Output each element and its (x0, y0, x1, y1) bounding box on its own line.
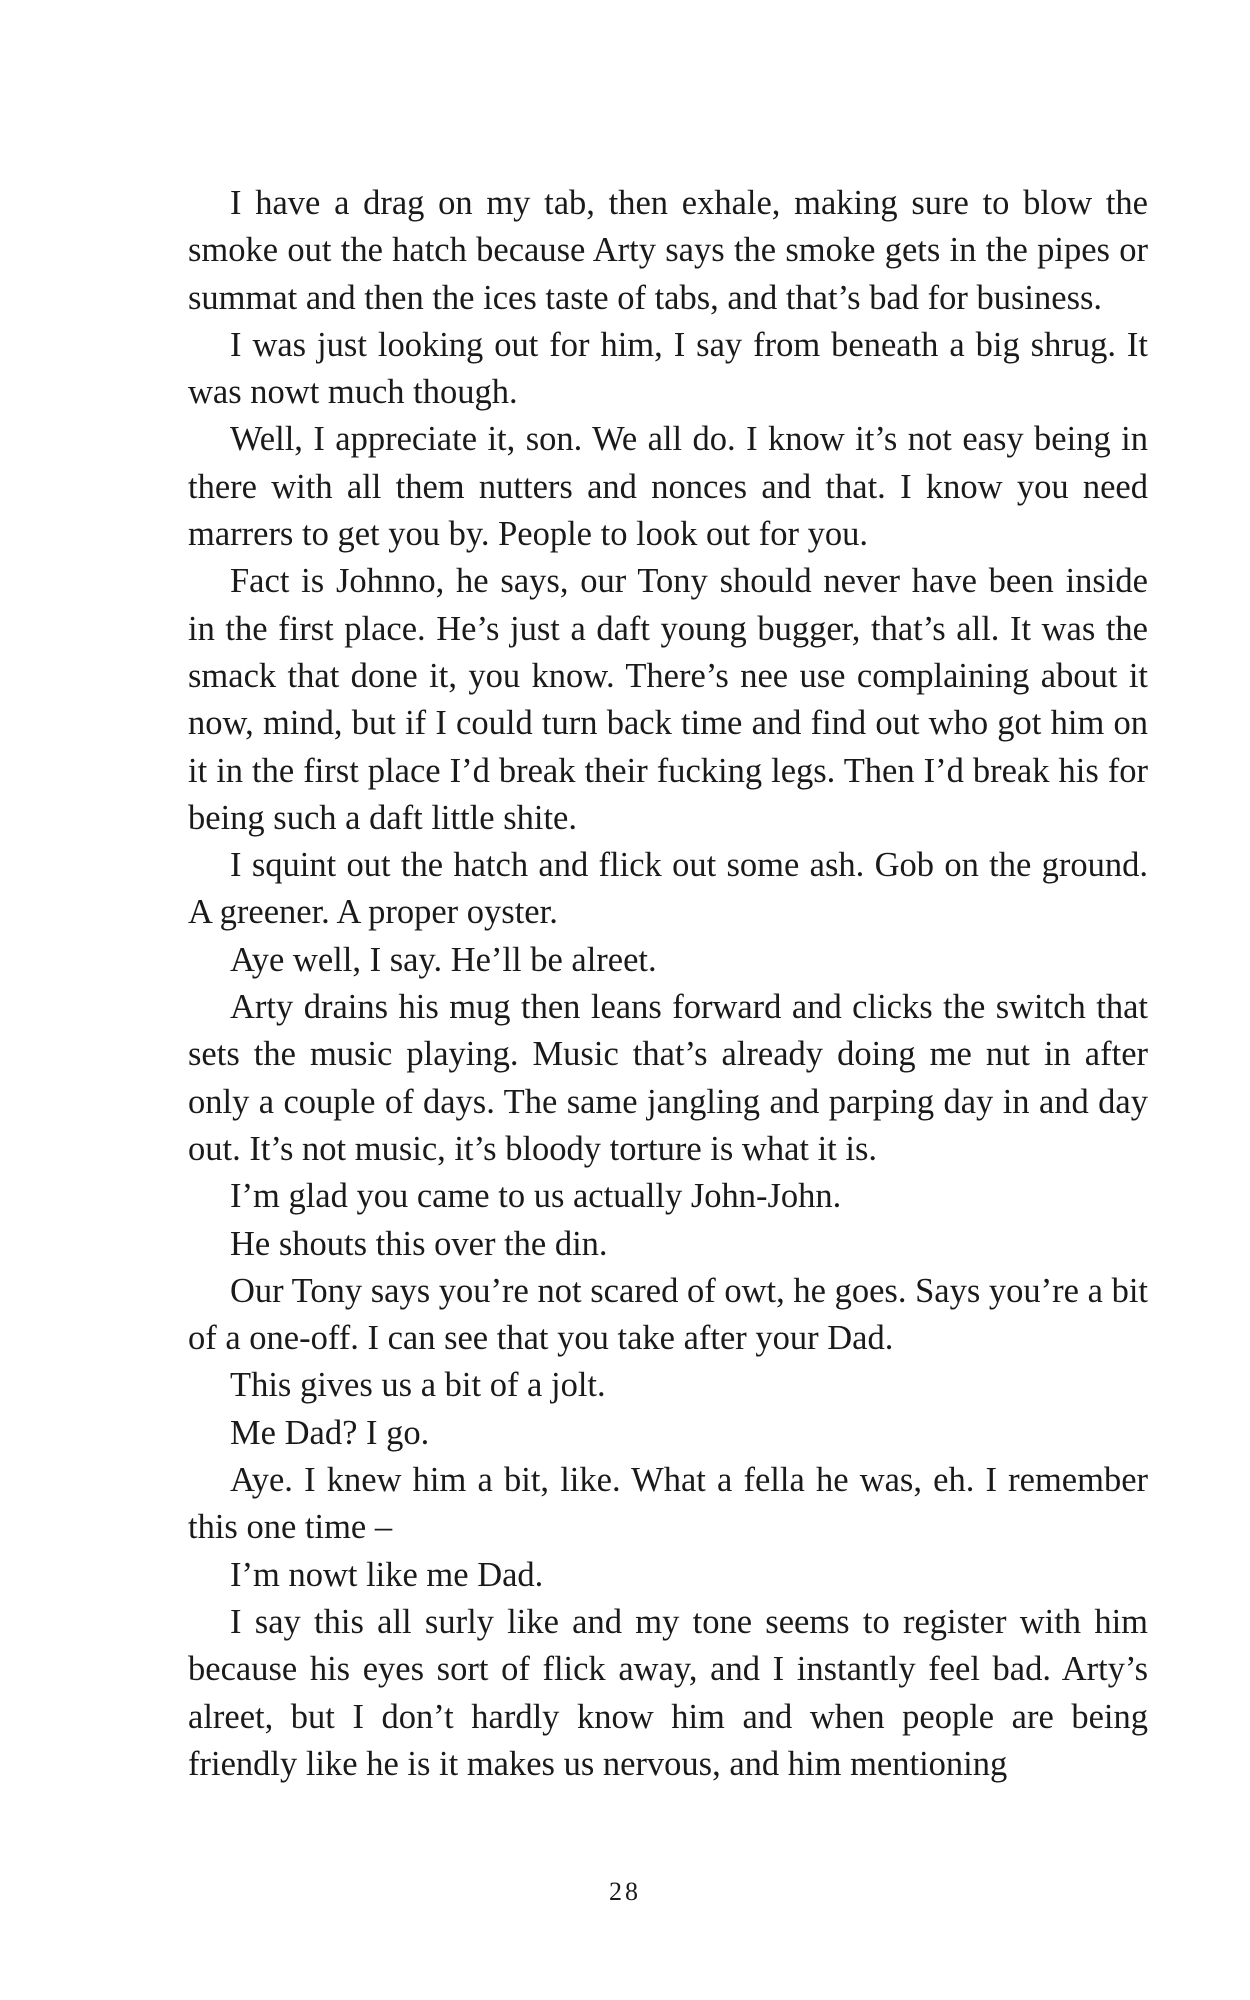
page-number: 28 (609, 1877, 641, 1906)
paragraph-4: Fact is Johnno, he says, our Tony should never have been inside in the first place. He’s just a daft young bugger, that’s all. It was the smack that done it, you know. There’s nee use complaining about it now, mind, but if I could turn back time and find out who got him on it in the first place I’d break their fucking legs. Then I’d break his for being such a daft little shite. (188, 562, 1148, 837)
paragraph-12: Me Dad? I go. (230, 1413, 430, 1452)
paragraph-8: I’m glad you came to us actually John-John. (230, 1177, 842, 1216)
paragraph-1: I have a drag on my tab, then exhale, making sure to blow the smoke out the hatch because Arty says the smoke gets in the pipes or summat and then the ices taste of tabs, and that’s bad for business. (188, 184, 1148, 317)
paragraph-11: This gives us a bit of a jolt. (230, 1366, 606, 1405)
paragraph-5: I squint out the hatch and flick out some ash. Gob on the ground. A greener. A proper oyster. (188, 846, 1148, 932)
paragraph-2: I was just looking out for him, I say from beneath a big shrug. It was nowt much though. (188, 325, 1148, 412)
body-text (188, 180, 1148, 1788)
paragraph-10: Our Tony says you’re not scared of owt, he goes. Says you’re a bit of a one-off. I can see that you take after your Dad. (188, 1271, 1148, 1358)
paragraph-6: Aye well, I say. He’ll be alreet. (230, 940, 657, 979)
paragraph-15: I say this all surly like and my tone seems to register with him because his eyes sort of flick away, and I instantly feel bad. Arty’s alreet, but I don’t hardly know him and when people are being friendly like he is it makes us nervous, and him mentioning (188, 1602, 1148, 1783)
paragraph-7: Arty drains his mug then leans forward and clicks the switch that sets the music playing. Music that’s already doing me nut in after only a couple of days. The same jangling and parping day in and day out. It’s not music, it’s bloody torture is what it is. (188, 988, 1148, 1168)
paragraph-14: I’m nowt like me Dad. (230, 1555, 544, 1594)
paragraph-3: Well, I appreciate it, son. We all do. I know it’s not easy being in there with all them nutters and nonces and that. I know you need marrers to get you by. People to look out for you. (188, 420, 1148, 554)
paragraph-13: Aye. I knew him a bit, like. What a fella he was, eh. I remember this one time – (188, 1461, 1148, 1547)
paragraph-9: He shouts this over the din. (230, 1224, 608, 1263)
